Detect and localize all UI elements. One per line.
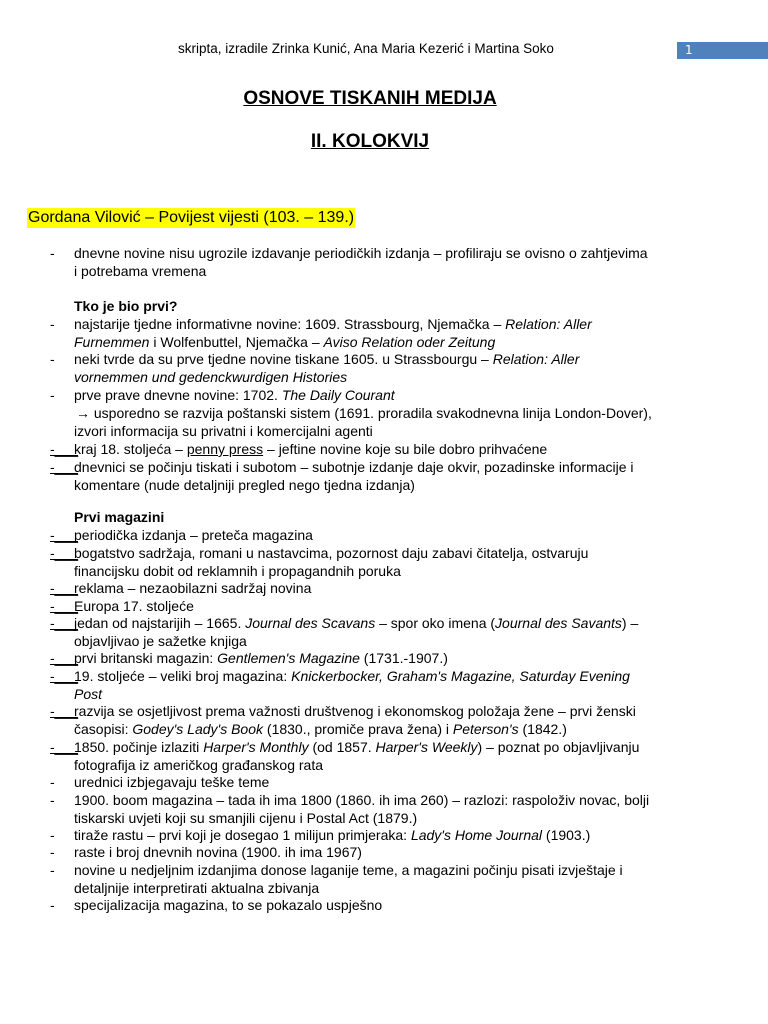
subheading-first: Tko je bio prvi? (74, 298, 178, 314)
subheading-magazini: Prvi magazini (74, 509, 165, 525)
page-number-badge: 1 (677, 42, 768, 59)
section-heading: Gordana Vilović – Povijest vijesti (103. – 139.) (28, 209, 355, 226)
document-title: OSNOVE TISKANIH MEDIJA (243, 88, 497, 109)
document-subtitle: II. KOLOKVIJ (310, 131, 430, 152)
header-text: skripta, izradile Zrinka Kunić, Ana Maria Kezerić i Martina Soko (178, 41, 554, 56)
list-marker: - (50, 245, 55, 261)
